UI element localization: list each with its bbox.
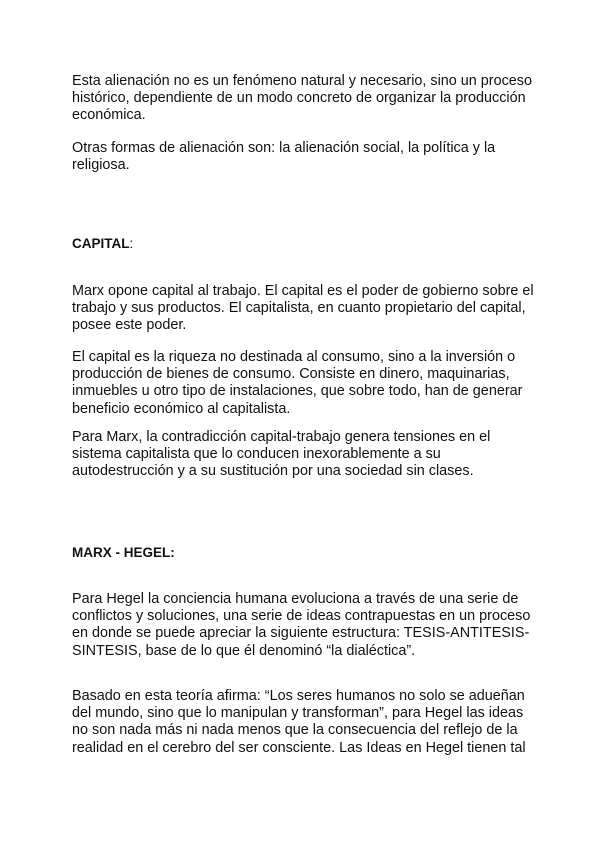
heading-marx-hegel-text: MARX - HEGEL: <box>72 545 175 560</box>
section-heading-marx-hegel <box>72 545 175 561</box>
section-heading-capital <box>72 236 133 252</box>
paragraph-alienacion-natural: Esta alienación no es un fenómeno natural y necesario, sino un proceso histórico, dependiente de un modo concreto de organizar la producción económica. <box>72 73 532 124</box>
paragraph-hegel-teoria: Basado en esta teoría afirma: “Los seres humanos no solo se adueñan del mundo, sino que lo manipulan y transforman”, para Hegel las ideas no son nada más ni nada menos que la consecuencia del reflejo de la realidad en el cerebro del ser consciente. Las Ideas en Hegel tienen tal <box>72 688 526 756</box>
paragraph-capital-trabajo: Marx opone capital al trabajo. El capital es el poder de gobierno sobre el trabajo y sus productos. El capitalista, en cuanto propietario del capital, posee este poder. <box>72 283 534 334</box>
paragraph-alienacion-formas: Otras formas de alienación son: la alienación social, la política y la religiosa. <box>72 140 496 174</box>
paragraph-capital-riqueza: El capital es la riqueza no destinada al consumo, sino a la inversión o producción de bienes de consumo. Consiste en dinero, maquinarias, inmuebles u otro tipo de instalaciones, que sobre todo, han de generar beneficio económico al capitalista. <box>72 349 523 417</box>
heading-capital-colon: : <box>129 236 134 251</box>
heading-capital-text: CAPITAL <box>72 236 130 251</box>
paragraph-capital-contradiccion: Para Marx, la contradicción capital-trabajo genera tensiones en el sistema capitalista que lo conducen inexorablemente a su autodestrucción y a su sustitución por una sociedad sin clases. <box>72 429 491 480</box>
paragraph-hegel-conciencia: Para Hegel la conciencia humana evoluciona a través de una serie de conflictos y soluciones, una serie de ideas contrapuestas en un proceso en donde se puede apreciar la siguiente estructura: TESIS-ANTITESIS-SINTESIS, base de lo que él denominó “la dialéctica”. <box>72 591 531 659</box>
